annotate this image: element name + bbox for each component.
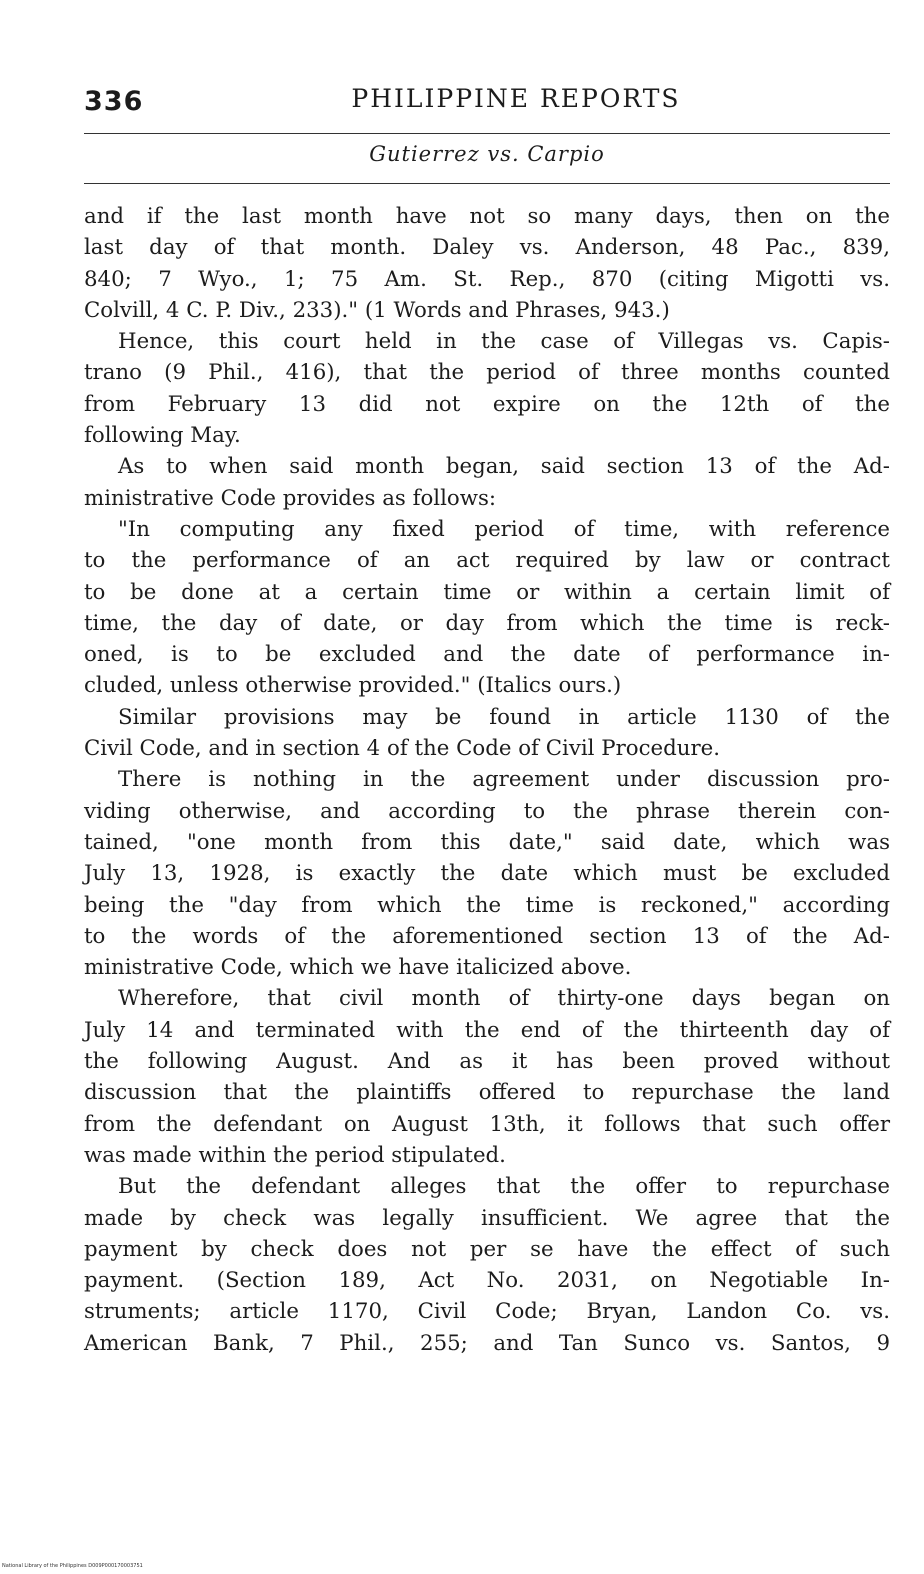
text-line: time, the day of date, or day from which the time is reck- <box>84 610 890 636</box>
text-line: payment. (Section 189, Act No. 2031, on Negotiable In- <box>84 1268 890 1294</box>
text-line: to the words of the aforementioned section 13 of the Ad- <box>84 923 890 949</box>
text-line: July 13, 1928, is exactly the date which must be excluded <box>84 861 890 887</box>
text-line: discussion that the plaintiffs offered to repurchase the land <box>84 1080 890 1106</box>
page-number: 336 <box>84 86 144 117</box>
page-header <box>84 84 890 124</box>
header-rule-top <box>84 133 890 134</box>
text-line: tained, "one month from this date," said date, which was <box>84 829 890 855</box>
text-line: Civil Code, and in section 4 of the Code of Civil Procedure. <box>84 736 721 762</box>
text-line: But the defendant alleges that the offer to repurchase <box>118 1174 890 1200</box>
text-line: the following August. And as it has been proved without <box>84 1049 890 1075</box>
text-line: viding otherwise, and according to the phrase therein con- <box>84 798 890 824</box>
text-line: from the defendant on August 13th, it follows that such offer <box>84 1111 890 1137</box>
text-line: was made within the period stipulated. <box>84 1142 506 1168</box>
text-line: ministrative Code, which we have italicized above. <box>84 955 632 981</box>
text-line: "In computing any fixed period of time, with reference <box>118 516 890 542</box>
case-title: Gutierrez vs. Carpio <box>369 142 605 166</box>
text-line: trano (9 Phil., 416), that the period of three months counted <box>84 360 890 386</box>
text-line: oned, is to be excluded and the date of performance in- <box>84 642 890 668</box>
text-line: payment by check does not per se have the effect of such <box>84 1236 890 1262</box>
text-line: from February 13 did not expire on the 12th of the <box>84 391 890 417</box>
text-line: There is nothing in the agreement under discussion pro- <box>118 767 890 793</box>
text-line: ministrative Code provides as follows: <box>84 485 497 511</box>
text-line: cluded, unless otherwise provided." (Italics ours.) <box>84 673 622 699</box>
text-line: made by check was legally insufficient. We agree that the <box>84 1205 890 1231</box>
scan-footer: National Library of the Philippines D009P000170003751 <box>2 1563 143 1569</box>
text-line: last day of that month. Daley vs. Anderson, 48 Pac., 839, <box>84 235 890 261</box>
text-line: struments; article 1170, Civil Code; Bryan, Landon Co. vs. <box>84 1299 890 1325</box>
text-line: to be done at a certain time or within a certain limit of <box>84 579 890 605</box>
text-line: American Bank, 7 Phil., 255; and Tan Sunco vs. Santos, 9 <box>84 1330 890 1356</box>
text-line: following May. <box>84 423 241 449</box>
body-text <box>84 201 890 1359</box>
text-line: Hence, this court held in the case of Villegas vs. Capis- <box>118 329 890 355</box>
text-line: As to when said month began, said section 13 of the Ad- <box>118 454 890 480</box>
text-line: Similar provisions may be found in article 1130 of the <box>118 704 890 730</box>
text-line: being the "day from which the time is reckoned," according <box>84 892 890 918</box>
text-line: Wherefore, that civil month of thirty-one days began on <box>118 986 890 1012</box>
text-line: July 14 and terminated with the end of the thirteenth day of <box>84 1017 890 1043</box>
text-line: to the performance of an act required by law or contract <box>84 548 890 574</box>
header-rule-bottom <box>84 183 890 184</box>
text-line: and if the last month have not so many days, then on the <box>84 204 890 229</box>
running-head: PHILIPPINE REPORTS <box>351 84 681 113</box>
text-line: 840; 7 Wyo., 1; 75 Am. St. Rep., 870 (citing Migotti vs. <box>84 266 890 292</box>
text-line: Colvill, 4 C. P. Div., 233)." (1 Words and Phrases, 943.) <box>84 297 670 323</box>
